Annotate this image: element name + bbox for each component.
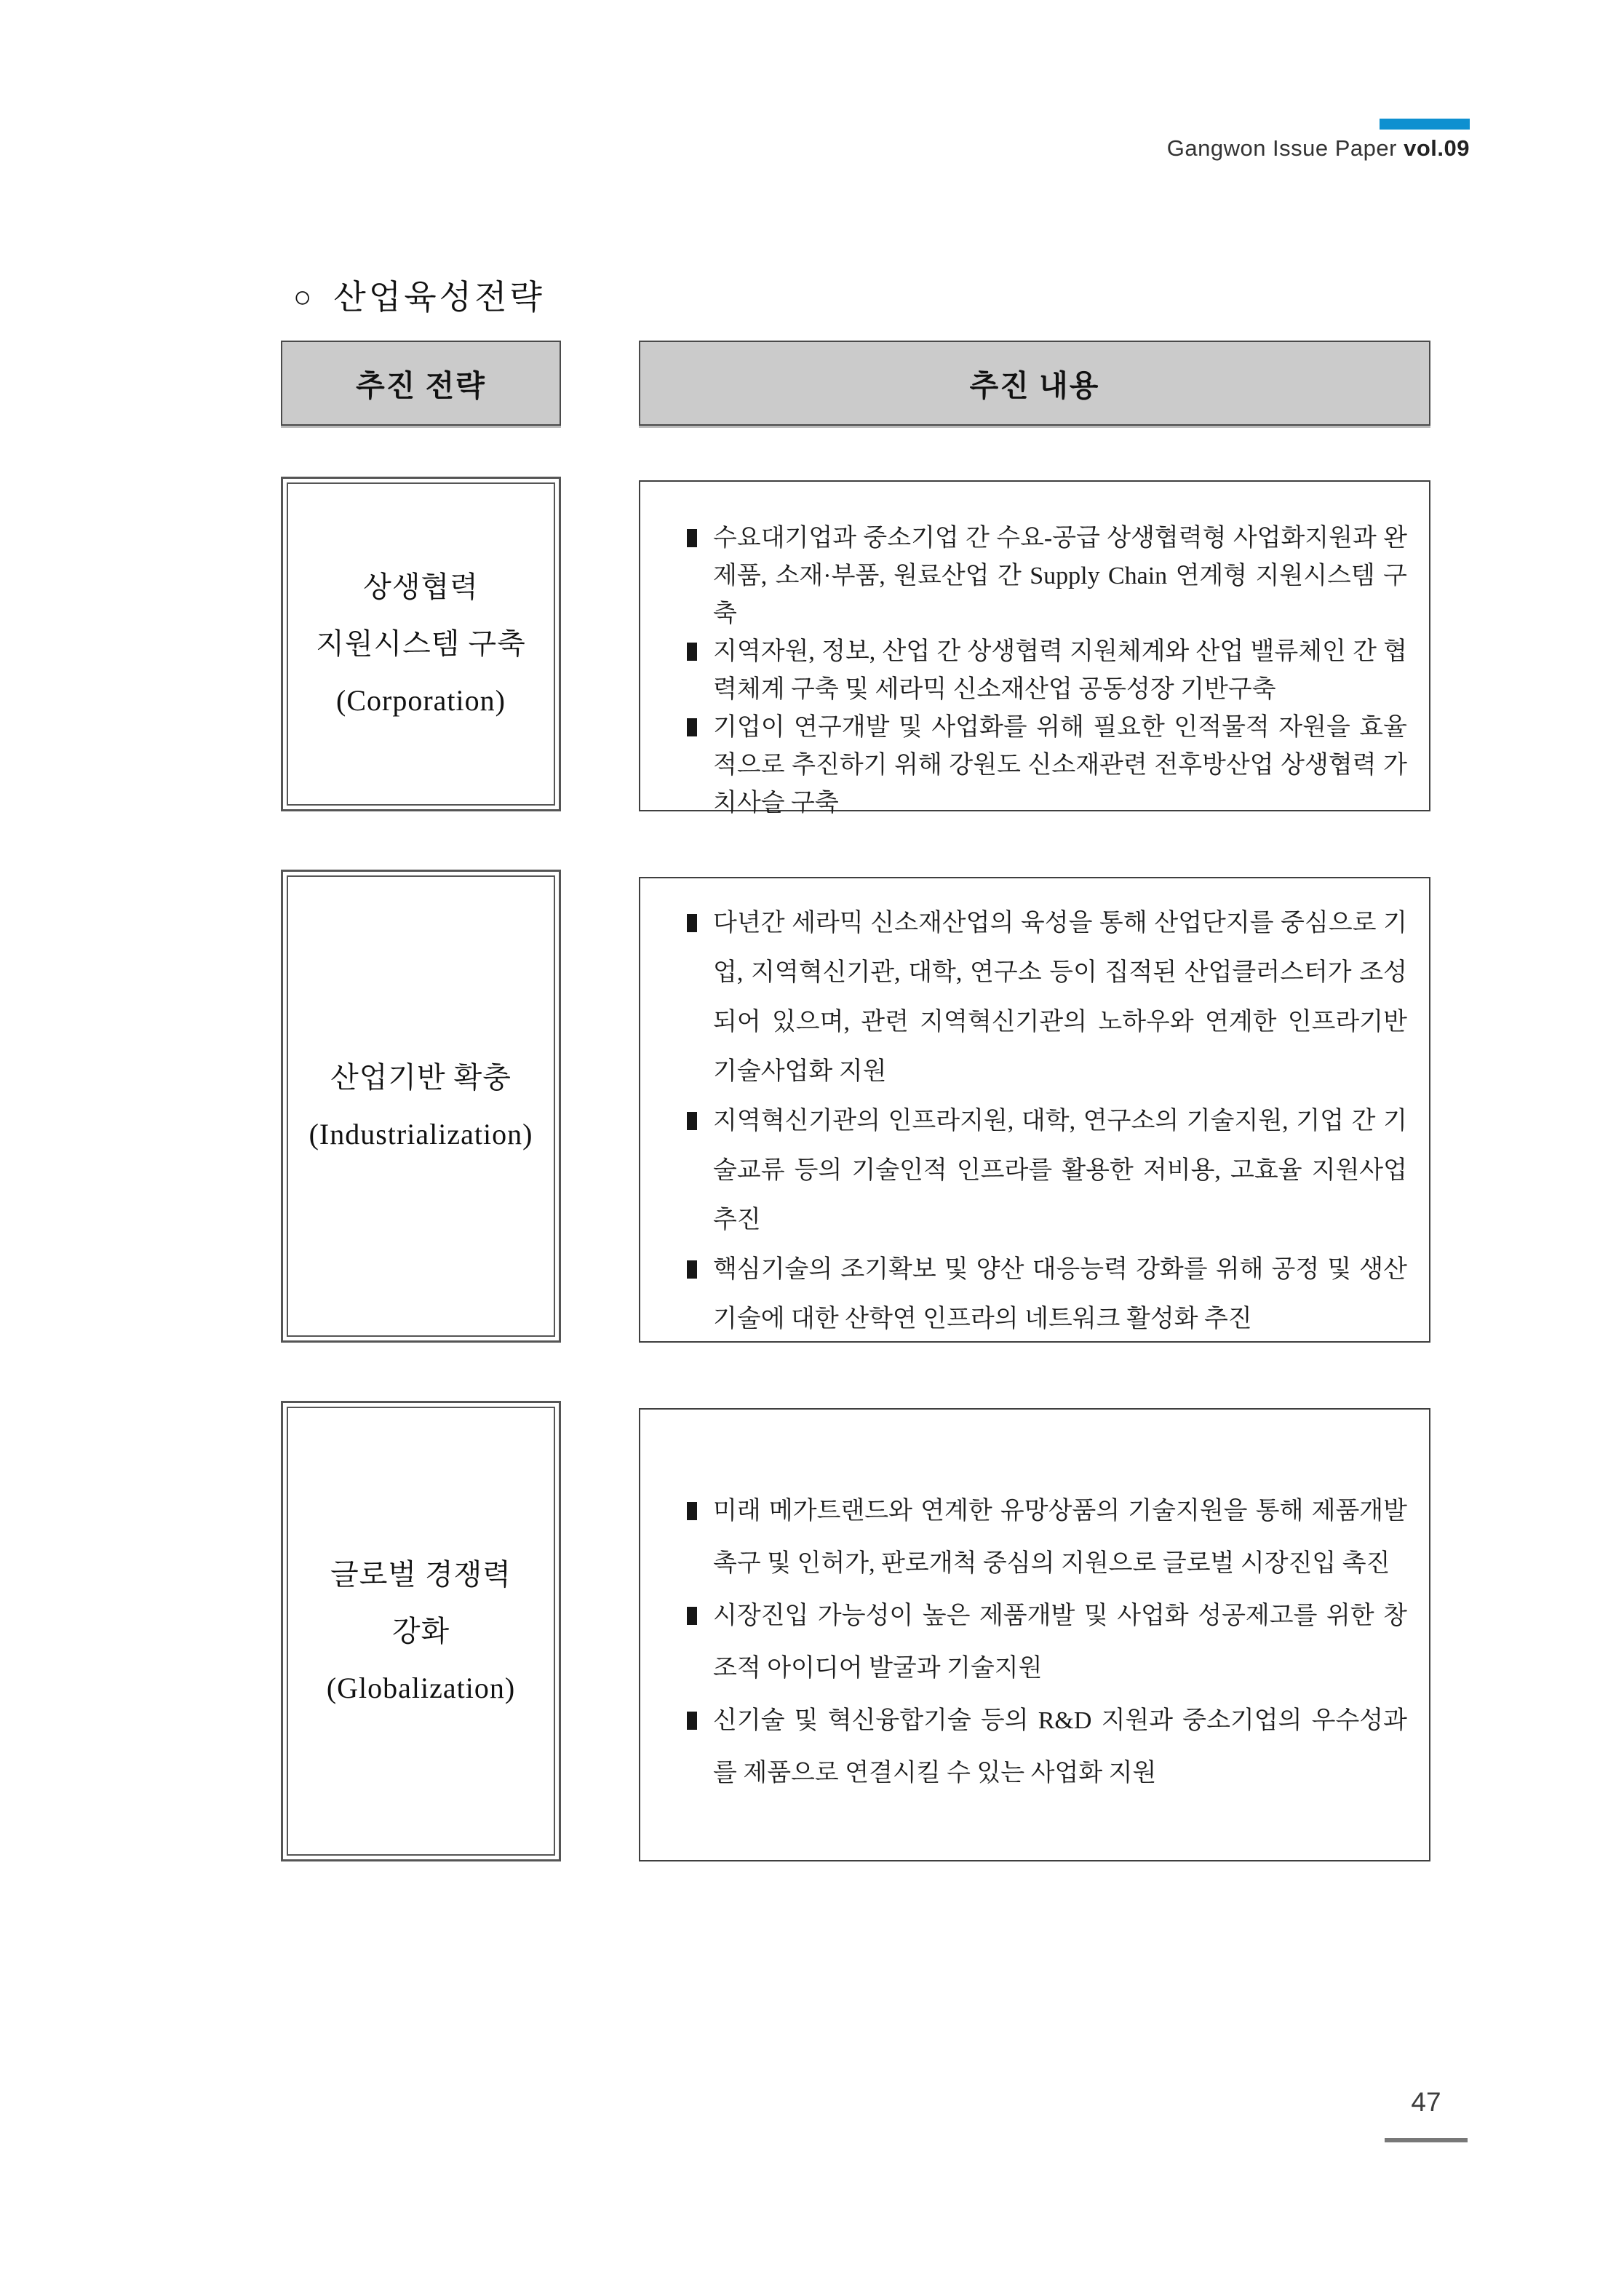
page-number: 47 bbox=[1411, 2087, 1441, 2117]
column-header-content bbox=[639, 341, 1430, 426]
journal-volume: vol.09 bbox=[1404, 135, 1470, 161]
strategy-line: 글로벌 경쟁력 bbox=[330, 1557, 512, 1591]
square-bullet-icon bbox=[687, 1712, 697, 1730]
section-title-text: 산업육성전략 bbox=[333, 279, 545, 316]
bullet-item bbox=[664, 1245, 1407, 1344]
strategy-box-inner-frame bbox=[287, 875, 555, 1337]
strategy-line: 산업기반 확충 bbox=[330, 1061, 512, 1094]
square-bullet-icon bbox=[687, 1112, 697, 1130]
header-accent-bar bbox=[1380, 119, 1470, 130]
strategy-line: (Globalization) bbox=[326, 1671, 516, 1704]
section-title bbox=[293, 271, 545, 319]
journal-title: Gangwon Issue Paper bbox=[1166, 135, 1397, 161]
bullet-item bbox=[664, 1695, 1407, 1800]
column-header-strategy bbox=[281, 341, 561, 426]
square-bullet-icon bbox=[687, 1607, 697, 1625]
bullet-item-text: 수요대기업과 중소기업 간 수요-공급 상생협력형 사업화지원과 완제품, 소재·부품, 원료산업 간 Supply Chain 연계형 지원시스템 구축 bbox=[713, 525, 1407, 627]
strategy-line: (Industrialization) bbox=[309, 1118, 533, 1151]
strategy-box-industrialization bbox=[281, 870, 561, 1343]
bullet-item bbox=[664, 899, 1407, 1097]
square-bullet-icon bbox=[687, 1502, 697, 1520]
square-bullet-icon bbox=[687, 914, 697, 932]
bullet-item-text: 신기술 및 혁신융합기술 등의 R&D 지원과 중소기업의 우수성과를 제품으로 연결시킬 수 있는 사업화 지원 bbox=[713, 1707, 1407, 1787]
strategy-box-cooperation bbox=[281, 477, 561, 811]
strategy-box-inner-frame bbox=[287, 1407, 555, 1856]
bullet-item bbox=[664, 1097, 1407, 1245]
bullet-item-text: 다년간 세라믹 신소재산업의 육성을 통해 산업단지를 중심으로 기업, 지역혁신기관, 대학, 연구소 등이 집적된 산업클러스터가 조성되어 있으며, 관련 지역혁신기관의 노하우와 연계한 인프라기반 기술사업화 지원 bbox=[713, 910, 1407, 1085]
column-header-strategy-label: 추진 전략 bbox=[356, 369, 486, 402]
page-number-rule bbox=[1385, 2138, 1468, 2142]
strategy-box-inner-frame bbox=[287, 482, 555, 806]
bullet-item-text: 기업이 연구개발 및 사업화를 위해 필요한 인적물적 자원을 효율적으로 추진하기 위해 강원도 신소재관련 전후방산업 상생협력 가치사슬 구축 bbox=[713, 714, 1407, 816]
square-bullet-icon bbox=[687, 529, 697, 547]
square-bullet-icon bbox=[687, 1260, 697, 1279]
content-box-globalization bbox=[639, 1408, 1430, 1861]
content-box-cooperation bbox=[639, 480, 1430, 816]
bullet-item bbox=[664, 633, 1407, 709]
strategy-line: (Corporation) bbox=[336, 684, 506, 717]
bullet-item-text: 지역혁신기관의 인프라지원, 대학, 연구소의 기술지원, 기업 간 기술교류 등의 기술인적 인프라를 활용한 저비용, 고효율 지원사업 추진 bbox=[713, 1108, 1407, 1233]
bullet-item bbox=[664, 1590, 1407, 1695]
column-header-content-label: 추진 내용 bbox=[969, 369, 1100, 402]
strategy-line: 강화 bbox=[391, 1614, 450, 1648]
content-box-industrialization bbox=[639, 877, 1430, 1343]
square-bullet-icon bbox=[687, 718, 697, 736]
bullet-item-text: 핵심기술의 조기확보 및 양산 대응능력 강화를 위해 공정 및 생산기술에 대한 산학연 인프라의 네트워크 활성화 추진 bbox=[713, 1256, 1407, 1332]
journal-header bbox=[1167, 135, 1470, 162]
square-bullet-icon bbox=[687, 643, 697, 661]
strategy-line: 지원시스템 구축 bbox=[316, 627, 526, 660]
bullet-item bbox=[664, 709, 1407, 822]
bullet-item-text: 지역자원, 정보, 산업 간 상생협력 지원체계와 산업 밸류체인 간 협력체계 구축 및 세라믹 신소재산업 공동성장 기반구축 bbox=[713, 638, 1407, 703]
circle-bullet-icon: ○ bbox=[293, 281, 312, 314]
bullet-item-text: 시장진입 가능성이 높은 제품개발 및 사업화 성공제고를 위한 창조적 아이디어 발굴과 기술지원 bbox=[713, 1602, 1407, 1682]
strategy-box-globalization bbox=[281, 1401, 561, 1861]
strategy-line: 상생협력 bbox=[363, 571, 479, 603]
bullet-item-text: 미래 메가트랜드와 연계한 유망상품의 기술지원을 통해 제품개발 촉구 및 인허가, 판로개척 중심의 지원으로 글로벌 시장진입 촉진 bbox=[713, 1498, 1407, 1577]
bullet-item bbox=[664, 520, 1407, 633]
bullet-item bbox=[664, 1485, 1407, 1590]
